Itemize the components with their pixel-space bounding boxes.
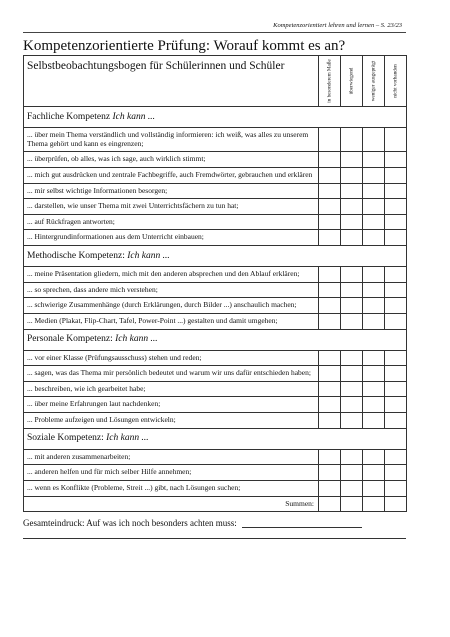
rating-checkbox-cell[interactable] <box>363 381 385 397</box>
overall-impression <box>23 518 406 528</box>
criterion-row <box>24 366 407 382</box>
rating-checkbox-cell[interactable] <box>341 465 363 481</box>
rating-checkbox-cell[interactable] <box>363 167 385 183</box>
criterion-row <box>24 465 407 481</box>
criterion-text: ... Hintergrundinformationen aus dem Unterricht einbauen; <box>24 230 319 246</box>
rating-checkbox-cell[interactable] <box>385 128 407 152</box>
rating-checkbox-cell[interactable] <box>319 480 341 496</box>
criterion-row <box>24 350 407 366</box>
criterion-row <box>24 152 407 168</box>
sum-label: Summen: <box>24 496 319 512</box>
rating-checkbox-cell[interactable] <box>363 214 385 230</box>
rating-checkbox-cell[interactable] <box>385 282 407 298</box>
rating-checkbox-cell[interactable] <box>341 267 363 283</box>
rating-checkbox-cell[interactable] <box>385 449 407 465</box>
rating-checkbox-cell[interactable] <box>341 350 363 366</box>
rating-checkbox-cell[interactable] <box>319 313 341 329</box>
section-header-row <box>24 428 407 449</box>
running-head: Kompetenzorientiert lehren und lernen – S. 23/23 <box>273 22 402 29</box>
rating-checkbox-cell[interactable] <box>363 152 385 168</box>
rating-checkbox-cell[interactable] <box>385 313 407 329</box>
rating-checkbox-cell[interactable] <box>363 397 385 413</box>
criterion-row <box>24 413 407 429</box>
criterion-text: ... mir selbst wichtige Informationen besorgen; <box>24 183 319 199</box>
rating-checkbox-cell[interactable] <box>385 397 407 413</box>
form-subtitle: Selbstbeobachtungsbogen für Schülerinnen und Schüler <box>24 56 319 107</box>
overall-impression-input-line[interactable] <box>242 527 362 528</box>
rating-checkbox-cell[interactable] <box>363 282 385 298</box>
rating-checkbox-cell[interactable] <box>341 282 363 298</box>
rating-checkbox-cell[interactable] <box>363 298 385 314</box>
column-header-label: nicht vorhanden <box>391 64 398 98</box>
criterion-text: ... wenn es Konflikte (Probleme, Streit ...) gibt, nach Lösungen suchen; <box>24 480 319 496</box>
rating-checkbox-cell[interactable] <box>341 366 363 382</box>
rating-checkbox-cell[interactable] <box>363 313 385 329</box>
rating-checkbox-cell[interactable] <box>319 267 341 283</box>
column-header <box>341 56 363 107</box>
section-title <box>24 428 407 449</box>
criterion-text: ... vor einer Klasse (Prüfungsausschuss) stehen und reden; <box>24 350 319 366</box>
rating-checkbox-cell[interactable] <box>341 397 363 413</box>
criterion-row <box>24 282 407 298</box>
rating-checkbox-cell[interactable] <box>363 465 385 481</box>
section-title-text: Methodische Kompetenz: <box>27 250 128 261</box>
rating-checkbox-cell[interactable] <box>341 167 363 183</box>
rating-checkbox-cell[interactable] <box>363 183 385 199</box>
rating-checkbox-cell[interactable] <box>341 183 363 199</box>
sum-cell[interactable] <box>385 496 407 512</box>
column-header <box>319 56 341 107</box>
column-header-label: überwiegend <box>347 67 354 95</box>
column-header-label: in besonderem Maße <box>325 59 332 103</box>
criterion-text: ... überprüfen, ob alles, was ich sage, auch wirklich stimmt; <box>24 152 319 168</box>
rating-checkbox-cell[interactable] <box>319 128 341 152</box>
criterion-row <box>24 183 407 199</box>
rating-checkbox-cell[interactable] <box>319 465 341 481</box>
criterion-text: ... anderen helfen und für mich selber Hilfe annehmen; <box>24 465 319 481</box>
criterion-text: ... meine Präsentation gliedern, mich mit den anderen absprechen und den Ablauf erklären; <box>24 267 319 283</box>
rating-checkbox-cell[interactable] <box>341 152 363 168</box>
rating-checkbox-cell[interactable] <box>385 381 407 397</box>
criterion-row <box>24 313 407 329</box>
criterion-text: ... darstellen, wie unser Thema mit zwei Unterrichtsfächern zu tun hat; <box>24 199 319 215</box>
section-header-row <box>24 246 407 267</box>
rating-checkbox-cell[interactable] <box>385 298 407 314</box>
rating-checkbox-cell[interactable] <box>363 267 385 283</box>
criterion-text: ... mich gut ausdrücken und zentrale Fachbegriffe, auch Fremdwörter, gebrauchen und erklären <box>24 167 319 183</box>
form-header-row <box>24 56 407 107</box>
rating-checkbox-cell[interactable] <box>341 413 363 429</box>
rating-checkbox-cell[interactable] <box>341 298 363 314</box>
criterion-text: ... über meine Erfahrungen laut nachdenken; <box>24 397 319 413</box>
rating-checkbox-cell[interactable] <box>319 282 341 298</box>
rating-checkbox-cell[interactable] <box>385 480 407 496</box>
rating-checkbox-cell[interactable] <box>385 199 407 215</box>
rating-checkbox-cell[interactable] <box>319 366 341 382</box>
rating-checkbox-cell[interactable] <box>319 397 341 413</box>
sum-row <box>24 496 407 512</box>
column-header <box>363 56 385 107</box>
rating-checkbox-cell[interactable] <box>319 449 341 465</box>
column-header <box>385 56 407 107</box>
rating-checkbox-cell[interactable] <box>385 230 407 246</box>
section-title-prompt: Ich kann ... <box>115 334 158 345</box>
sum-cell[interactable] <box>363 496 385 512</box>
header-rule <box>23 32 406 33</box>
section-header-row <box>24 107 407 128</box>
section-title-prompt: Ich kann ... <box>127 250 170 261</box>
sum-cell[interactable] <box>341 496 363 512</box>
rating-checkbox-cell[interactable] <box>319 183 341 199</box>
rating-checkbox-cell[interactable] <box>319 152 341 168</box>
rating-checkbox-cell[interactable] <box>363 449 385 465</box>
rating-checkbox-cell[interactable] <box>385 267 407 283</box>
section-title-text: Soziale Kompetenz: <box>27 433 107 444</box>
column-header-label: weniger ausgeprägt <box>369 60 376 102</box>
rating-checkbox-cell[interactable] <box>385 465 407 481</box>
criterion-text: ... Medien (Plakat, Flip-Chart, Tafel, Power-Point ...) gestalten und damit umgehen; <box>24 313 319 329</box>
criterion-text: ... so sprechen, dass andere mich verstehen; <box>24 282 319 298</box>
rating-checkbox-cell[interactable] <box>385 413 407 429</box>
rating-checkbox-cell[interactable] <box>363 413 385 429</box>
self-assessment-form <box>23 55 407 512</box>
criterion-text: ... auf Rückfragen antworten; <box>24 214 319 230</box>
section-title-prompt: Ich kann ... <box>112 111 155 122</box>
overall-impression-extra-line[interactable] <box>23 538 406 539</box>
rating-checkbox-cell[interactable] <box>319 298 341 314</box>
rating-checkbox-cell[interactable] <box>363 230 385 246</box>
criterion-row <box>24 267 407 283</box>
rating-checkbox-cell[interactable] <box>385 152 407 168</box>
section-title-prompt: Ich kann ... <box>106 433 149 444</box>
criterion-row <box>24 381 407 397</box>
criterion-text: ... sagen, was das Thema mir persönlich bedeutet und warum wir uns dafür entschieden haben; <box>24 366 319 382</box>
section-header-row <box>24 329 407 350</box>
criterion-row <box>24 199 407 215</box>
overall-impression-label: Gesamteindruck: Auf was ich noch besonders achten muss: <box>23 518 237 528</box>
rating-checkbox-cell[interactable] <box>341 449 363 465</box>
rating-checkbox-cell[interactable] <box>319 214 341 230</box>
rating-checkbox-cell[interactable] <box>363 350 385 366</box>
criterion-text: ... über mein Thema verständlich und vollständig informieren: ich weiß, was alles zu unserem Thema gehört und kann es eingrenzen; <box>24 128 319 152</box>
sum-cell[interactable] <box>319 496 341 512</box>
rating-checkbox-cell[interactable] <box>319 350 341 366</box>
rating-checkbox-cell[interactable] <box>341 128 363 152</box>
section-title-text: Personale Kompetenz: <box>27 334 116 345</box>
section-title-text: Fachliche Kompetenz <box>27 111 113 122</box>
criterion-row <box>24 298 407 314</box>
rating-checkbox-cell[interactable] <box>385 183 407 199</box>
rating-checkbox-cell[interactable] <box>341 214 363 230</box>
criterion-row <box>24 230 407 246</box>
rating-checkbox-cell[interactable] <box>341 230 363 246</box>
rating-checkbox-cell[interactable] <box>341 480 363 496</box>
rating-checkbox-cell[interactable] <box>363 366 385 382</box>
section-title <box>24 246 407 267</box>
criterion-text: ... beschreiben, wie ich gearbeitet habe; <box>24 381 319 397</box>
rating-checkbox-cell[interactable] <box>385 366 407 382</box>
rating-checkbox-cell[interactable] <box>385 350 407 366</box>
rating-checkbox-cell[interactable] <box>319 413 341 429</box>
criterion-row <box>24 167 407 183</box>
criterion-text: ... mit anderen zusammenarbeiten; <box>24 449 319 465</box>
rating-checkbox-cell[interactable] <box>319 167 341 183</box>
rating-checkbox-cell[interactable] <box>363 199 385 215</box>
rating-checkbox-cell[interactable] <box>341 313 363 329</box>
rating-checkbox-cell[interactable] <box>319 199 341 215</box>
rating-checkbox-cell[interactable] <box>385 167 407 183</box>
rating-checkbox-cell[interactable] <box>385 214 407 230</box>
criterion-text: ... Probleme aufzeigen und Lösungen entwickeln; <box>24 413 319 429</box>
rating-checkbox-cell[interactable] <box>363 480 385 496</box>
criterion-row <box>24 480 407 496</box>
section-title <box>24 329 407 350</box>
section-title <box>24 107 407 128</box>
criterion-text: ... schwierige Zusammenhänge (durch Erklärungen, durch Bilder ...) anschaulich machen; <box>24 298 319 314</box>
rating-checkbox-cell[interactable] <box>341 381 363 397</box>
rating-checkbox-cell[interactable] <box>319 381 341 397</box>
criterion-row <box>24 128 407 152</box>
criterion-row <box>24 397 407 413</box>
criterion-row <box>24 214 407 230</box>
rating-checkbox-cell[interactable] <box>319 230 341 246</box>
criterion-row <box>24 449 407 465</box>
rating-checkbox-cell[interactable] <box>341 199 363 215</box>
page-title: Kompetenzorientierte Prüfung: Worauf kommt es an? <box>23 38 346 54</box>
rating-checkbox-cell[interactable] <box>363 128 385 152</box>
